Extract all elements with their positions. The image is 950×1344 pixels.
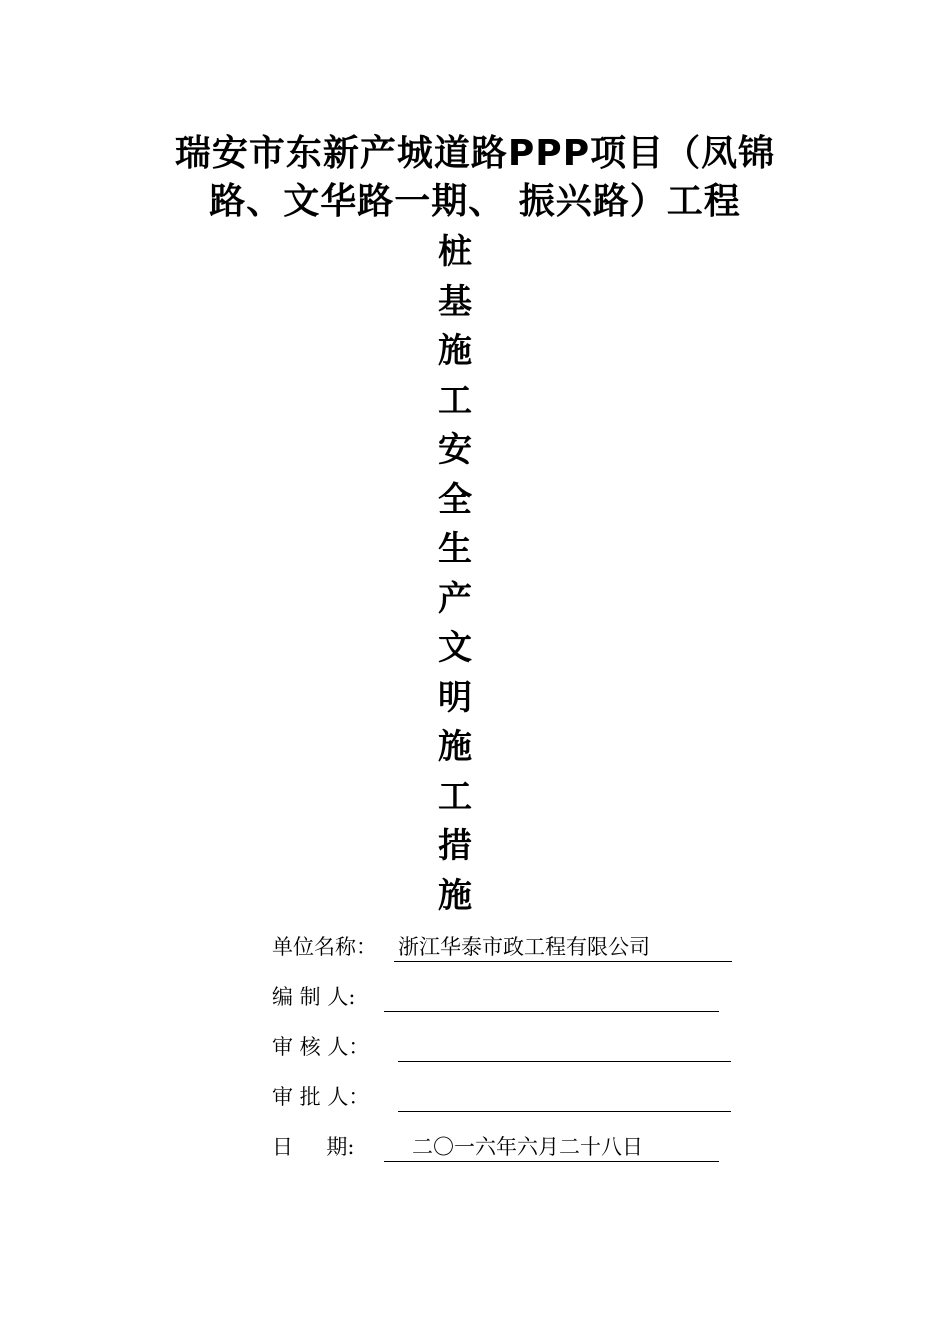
reviewer-label: 审 核 人：: [272, 1035, 370, 1059]
date-field: [384, 1128, 719, 1162]
subtitle-char: 施: [438, 727, 472, 767]
subtitle-char: 安: [438, 430, 472, 470]
unit-field: [394, 928, 732, 962]
approver-field: [398, 1078, 731, 1112]
subtitle-char: 施: [438, 331, 472, 371]
subtitle-char: 文: [438, 628, 472, 668]
date-row: [272, 1128, 742, 1178]
subtitle-char: 工: [438, 776, 472, 817]
editor-label: 编 制 人:: [272, 985, 356, 1009]
unit-value: 浙江华泰市政工程有限公司: [398, 935, 650, 959]
reviewer-row: [272, 1028, 742, 1078]
subtitle-char: 明: [438, 677, 472, 718]
subtitle-char: 生: [438, 529, 472, 569]
unit-row: [272, 928, 742, 978]
subtitle-char: 基: [438, 281, 472, 322]
subtitle-char: 全: [438, 479, 472, 520]
editor-row: [272, 978, 742, 1028]
date-label: 日 期:: [272, 1135, 355, 1159]
title-line-1: 瑞安市东新产城道路PPP项目（凤锦: [174, 133, 776, 174]
vertical-subtitle: [427, 228, 483, 921]
approver-row: [272, 1078, 742, 1128]
subtitle-char: 桩: [438, 232, 472, 272]
subtitle-char: 产: [438, 578, 472, 619]
reviewer-field: [398, 1028, 731, 1062]
subtitle-char: 工: [438, 380, 472, 421]
editor-field: [384, 978, 719, 1012]
title-line-2: 路、文华路一期、 振兴路）工程: [209, 181, 741, 222]
unit-label: 单位名称：: [272, 935, 377, 959]
info-block: [272, 928, 742, 1178]
subtitle-char: 措: [438, 826, 472, 866]
approver-label: 审 批 人：: [272, 1085, 370, 1109]
date-value: 二〇一六年六月二十八日: [412, 1135, 643, 1159]
subtitle-char: 施: [438, 875, 472, 916]
